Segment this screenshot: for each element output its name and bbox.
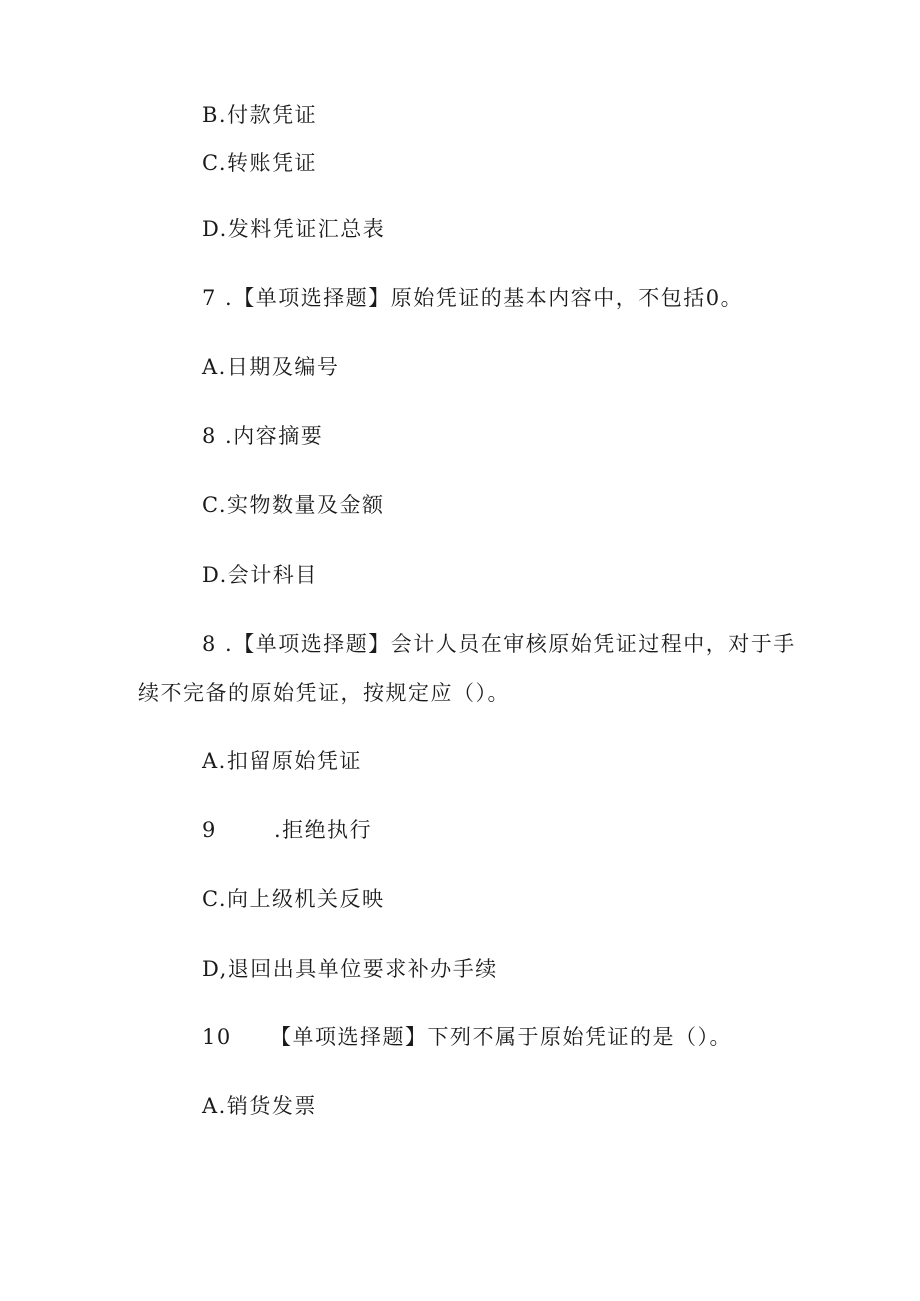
question-8-line-2: 续不完备的原始凭证，按规定应（）。 [138,681,510,705]
question-7: 7 .【单项选择题】原始凭证的基本内容中，不包括0。 [202,286,744,310]
q7-option-d: D.会计科目 [202,563,318,587]
question-8-line-1: 8 .【单项选择题】会计人员在审核原始凭证过程中，对于手 [202,632,796,656]
option-b-payment-voucher: B.付款凭证 [202,103,318,127]
q8-option-c: C.向上级机关反映 [202,887,385,911]
option-d-material-summary: D.发料凭证汇总表 [202,217,386,241]
q8-option-d: D,退回出具单位要求补办手续 [202,957,498,981]
option-c-transfer-voucher: C.转账凭证 [202,151,317,175]
q8-option-b-number: 9 [202,818,217,842]
q8-option-a: A.扣留原始凭证 [202,749,362,773]
q10-option-a: A.销货发票 [202,1094,317,1118]
q7-option-a: A.日期及编号 [202,355,340,379]
question-10: 【单项选择题】下列不属于原始凭证的是（）。 [270,1025,732,1049]
q8-option-b: .拒绝执行 [274,818,373,842]
q7-option-b: 8 .内容摘要 [202,424,324,448]
q7-option-c: C.实物数量及金额 [202,493,385,517]
question-10-number: 10 [202,1025,232,1049]
